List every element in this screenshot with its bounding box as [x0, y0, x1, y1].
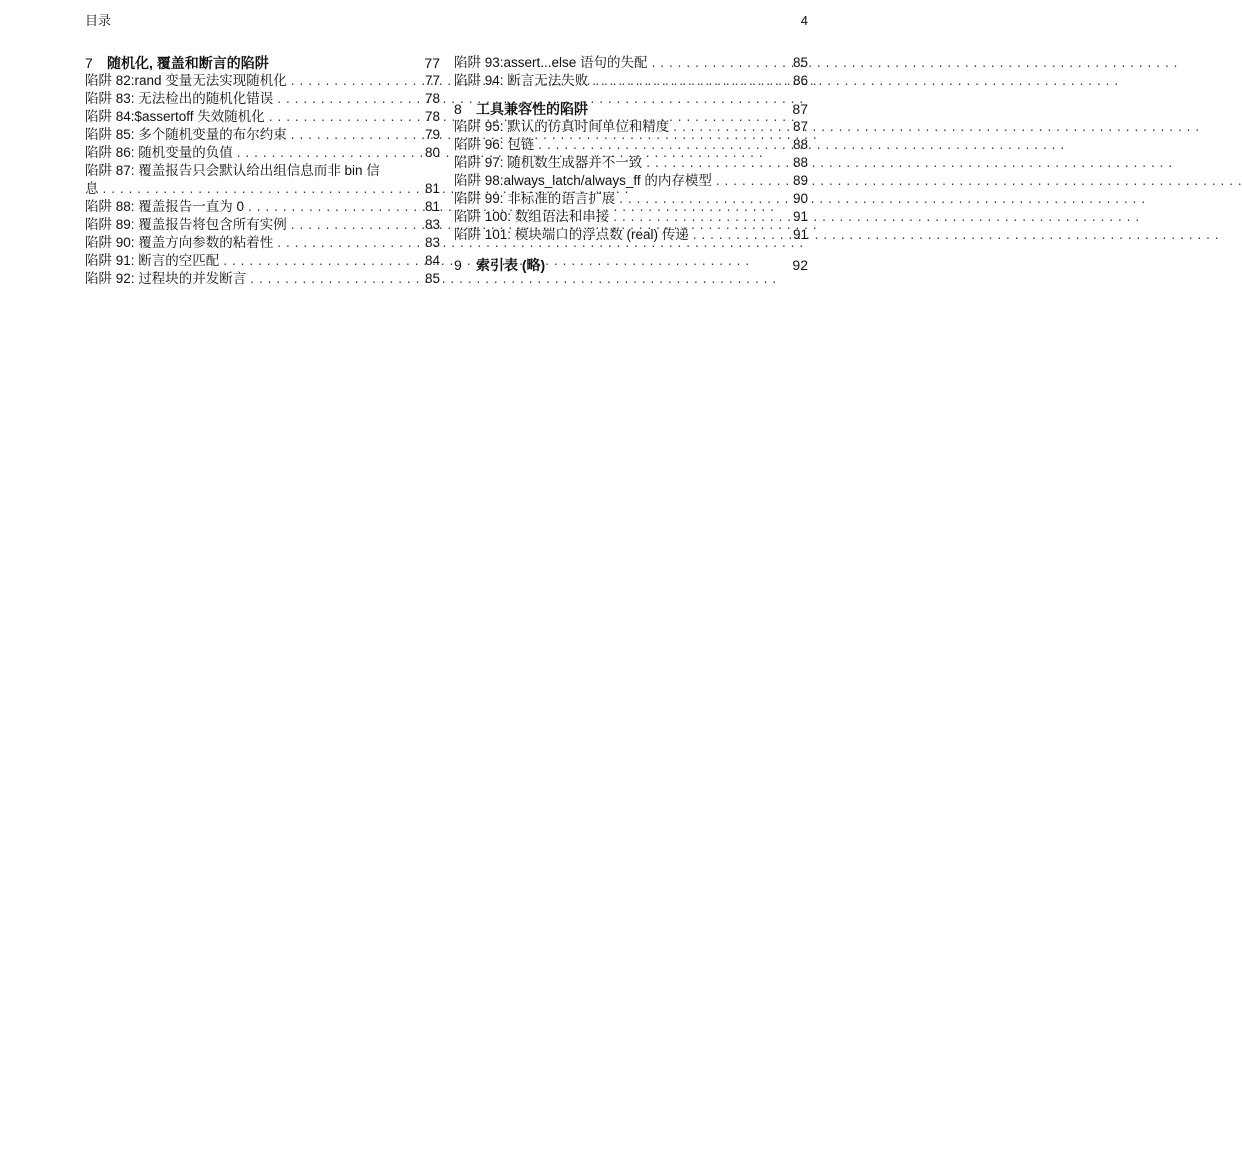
- toc-leader-dots: [689, 226, 787, 244]
- toc-leader-dots: [265, 108, 419, 126]
- chapter-page: 92: [792, 257, 808, 273]
- toc-entry-91[interactable]: [85, 252, 440, 270]
- toc-entry-title: 陷阱 96: 包链: [454, 137, 535, 152]
- toc-entry-95[interactable]: [454, 118, 808, 136]
- toc-entry-title: 陷阱 83: 无法检出的随机化错误: [85, 91, 274, 106]
- toc-chapter-8[interactable]: [454, 100, 808, 118]
- toc-entry-92[interactable]: [85, 270, 440, 288]
- toc-entry-page: 87: [792, 119, 808, 134]
- toc-entry-page: 88: [792, 155, 808, 170]
- toc-entry-title: 陷阱 84:$assertoff 失效随机化: [85, 109, 265, 124]
- toc-right-column: [454, 54, 808, 274]
- toc-entry-page: 91: [792, 227, 808, 242]
- toc-entry-page: 78: [424, 109, 440, 124]
- toc-entry-94[interactable]: [454, 72, 808, 90]
- toc-leader-dots: [669, 118, 787, 136]
- toc-entry-title: 陷阱 87: 覆盖报告只会默认给出组信息而非 bin 信: [85, 163, 380, 178]
- toc-entry-page: 84: [424, 253, 440, 268]
- toc-entry-title: 陷阱 82:rand 变量无法实现随机化: [85, 73, 287, 88]
- toc-entry-page: 83: [424, 235, 440, 250]
- toc-entry-page: 89: [792, 173, 808, 188]
- toc-entry-title: 陷阱 89: 覆盖报告将包含所有实例: [85, 217, 287, 232]
- toc-entry-83[interactable]: [85, 90, 440, 108]
- toc-entry-page: 80: [424, 145, 440, 160]
- toc-entry-page: 91: [792, 209, 808, 224]
- toc-entry-89[interactable]: [85, 216, 440, 234]
- toc-entry-99[interactable]: [454, 190, 808, 208]
- header-page-number: 4: [800, 13, 808, 28]
- toc-entry-85[interactable]: [85, 126, 440, 144]
- toc-entry-title: 陷阱 91: 断言的空匹配: [85, 253, 220, 268]
- toc-entry-101[interactable]: [454, 226, 808, 244]
- header-section-title: 目录: [85, 13, 112, 28]
- chapter-number: 8: [454, 101, 462, 117]
- toc-leader-dots: [246, 270, 419, 288]
- toc-entry-90[interactable]: [85, 234, 440, 252]
- chapter-title: 随机化, 覆盖和断言的陷阱: [107, 55, 269, 71]
- toc-leader-dots: [287, 126, 419, 144]
- toc-left-column: [85, 54, 440, 288]
- chapter-title: 索引表 (略): [476, 257, 546, 273]
- toc-entry-84[interactable]: [85, 108, 440, 126]
- toc-entry-93[interactable]: [454, 54, 808, 72]
- toc-leader-dots: [642, 154, 787, 172]
- toc-entry-page: 88: [792, 137, 808, 152]
- toc-leader-dots: [99, 180, 419, 198]
- toc-entry-page: 86: [792, 73, 808, 88]
- toc-entry-title: 陷阱 94: 断言无法失败: [454, 73, 589, 88]
- toc-chapter-9[interactable]: [454, 256, 808, 274]
- toc-leader-dots: [287, 72, 419, 90]
- toc-entry-page: 78: [424, 91, 440, 106]
- toc-leader-dots: [273, 90, 419, 108]
- toc-entry-page: 85: [424, 271, 440, 286]
- toc-entry-title: 陷阱 95: 默认的仿真时间单位和精度: [454, 119, 670, 134]
- spacer: [454, 90, 808, 100]
- toc-leader-dots: [244, 198, 419, 216]
- toc-entry-87-line1[interactable]: [85, 162, 440, 180]
- toc-entry-title-continuation: 息: [85, 181, 99, 196]
- toc-entry-82[interactable]: [85, 72, 440, 90]
- toc-entry-87-line2[interactable]: [85, 180, 440, 198]
- toc-entry-title: 陷阱 92: 过程块的并发断言: [85, 271, 247, 286]
- toc-leader-dots: [219, 252, 419, 270]
- toc-leader-dots: [615, 190, 787, 208]
- chapter-number: 9: [454, 257, 462, 273]
- toc-entry-86[interactable]: [85, 144, 440, 162]
- toc-leader-dots: [609, 208, 787, 226]
- toc-leader-dots: [534, 136, 787, 154]
- chapter-page: 77: [424, 55, 440, 71]
- toc-leader-dots: [648, 54, 787, 72]
- toc-leader-dots: [588, 72, 787, 90]
- toc-leader-dots: [712, 172, 787, 190]
- toc-entry-title: 陷阱 99: 非标准的语言扩展: [454, 191, 616, 206]
- toc-entry-title: 陷阱 97: 随机数生成器并不一致: [454, 155, 643, 170]
- toc-entry-100[interactable]: [454, 208, 808, 226]
- chapter-page: 87: [792, 101, 808, 117]
- toc-entry-page: 85: [792, 55, 808, 70]
- toc-leader-dots: [233, 144, 419, 162]
- toc-leader-dots: [273, 234, 419, 252]
- toc-entry-page: 81: [424, 199, 440, 214]
- toc-entry-title: 陷阱 101: 模块端口的浮点数 (real) 传递: [454, 227, 689, 242]
- toc-entry-96[interactable]: [454, 136, 808, 154]
- spacer: [454, 244, 808, 256]
- toc-entry-title: 陷阱 90: 覆盖方向参数的粘着性: [85, 235, 274, 250]
- toc-entry-title: 陷阱 100: 数组语法和串接: [454, 209, 610, 224]
- toc-chapter-7[interactable]: [85, 54, 440, 72]
- toc-entry-page: 77: [424, 73, 440, 88]
- toc-entry-title: 陷阱 85: 多个随机变量的布尔约束: [85, 127, 287, 142]
- chapter-number: 7: [85, 55, 93, 71]
- toc-entry-title: 陷阱 98:always_latch/always_ff 的内存模型: [454, 173, 712, 188]
- toc-entry-page: 83: [424, 217, 440, 232]
- toc-entry-88[interactable]: [85, 198, 440, 216]
- toc-entry-title: 陷阱 93:assert...else 语句的失配: [454, 55, 648, 70]
- running-header: [85, 12, 808, 30]
- toc-leader-dots: [287, 216, 419, 234]
- toc-entry-97[interactable]: [454, 154, 808, 172]
- toc-entry-98[interactable]: [454, 172, 808, 190]
- toc-entry-title: 陷阱 86: 随机变量的负值: [85, 145, 233, 160]
- chapter-title: 工具兼容性的陷阱: [476, 101, 588, 117]
- toc-entry-title: 陷阱 88: 覆盖报告一直为 0: [85, 199, 245, 214]
- toc-entry-page: 79: [424, 127, 440, 142]
- toc-entry-page: 81: [424, 181, 440, 196]
- toc-entry-page: 90: [792, 191, 808, 206]
